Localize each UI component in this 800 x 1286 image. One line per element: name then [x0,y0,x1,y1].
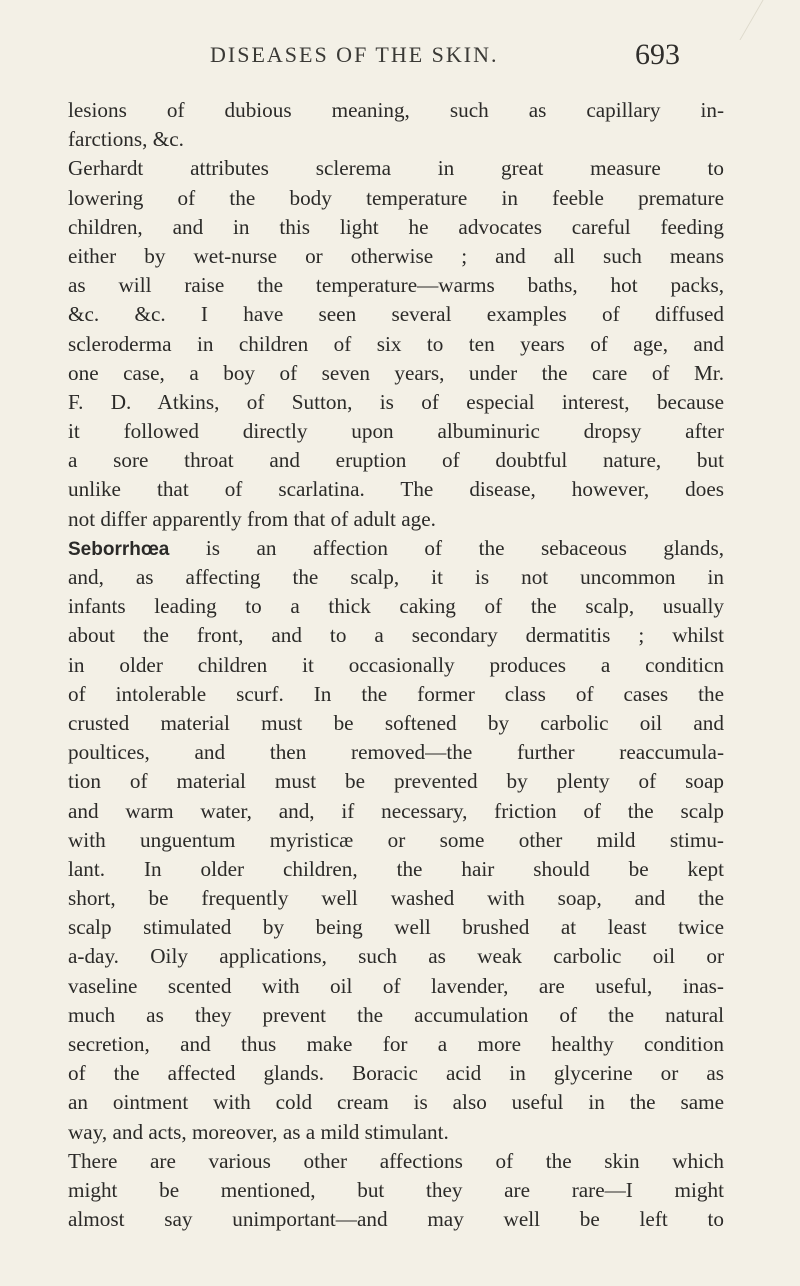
text-line [68,855,724,884]
line-text: unlike that of scarlatina. The disease, however, does [68,477,724,502]
line-text: children, and in this light he advocates careful feeding [68,214,724,239]
text-line [68,942,724,971]
line-text: in older children it occasionally produces a conditicn [68,652,724,677]
line-text: and, as affecting the scalp, it is not uncommon in [68,565,724,589]
text-line [68,96,724,125]
line-text: it followed directly upon albuminuric dropsy after [68,419,724,444]
section-lead-term: Seborrhœa [68,538,170,560]
line-text: is an affection of the sebaceous glands, [169,535,724,560]
text-line [68,1059,724,1088]
text-line [68,621,724,650]
line-text: one case, a boy of seven years, under the care of Mr. [68,360,724,385]
line-text: much as they prevent the accumulation of the natural [68,1002,724,1027]
line-text: Gerhardt attributes sclerema in great measure to [68,156,724,181]
line-text: and warm water, and, if necessary, friction of the scalp [68,798,724,823]
text-line [68,1001,724,1030]
text-line [68,388,724,417]
text-line [68,300,724,329]
line-text: lesions of dubious meaning, such as capillary in- [68,98,724,122]
text-line [68,505,724,534]
body-text [68,96,724,1234]
running-head: DISEASES OF THE SKIN. [210,42,499,67]
text-line [68,797,724,826]
text-line [68,1147,724,1176]
text-line [68,680,724,709]
line-text: crusted material must be softened by carbolic oil and [68,710,724,735]
text-line [68,271,724,300]
text-line [68,651,724,680]
line-text: not differ apparently from that of adult age. [68,506,436,531]
text-line [68,184,724,213]
page-header [210,38,680,78]
page-number: 693 [635,38,680,71]
text-line [68,592,724,621]
line-text: secretion, and thus make for a more healthy condition [68,1032,724,1056]
line-text: infants leading to a thick caking of the scalp, usually [68,594,724,619]
text-line [68,972,724,1001]
text-line [68,826,724,855]
text-line [68,475,724,504]
line-text: lant. In older children, the hair should be kept [68,856,724,881]
line-text: might be mentioned, but they are rare—I might [68,1177,724,1202]
line-text: a sore throat and eruption of doubtful nature, but [68,448,724,473]
line-text: with unguentum myristicæ or some other mild stimu- [68,827,724,852]
line-text: about the front, and to a secondary dermatitis ; whilst [68,623,724,648]
text-line [68,359,724,388]
line-text: vaseline scented with oil of lavender, are useful, inas- [68,973,724,998]
text-line [68,1205,724,1234]
text-line [68,738,724,767]
line-text: poultices, and then removed—the further reaccumula- [68,740,724,765]
line-text: scleroderma in children of six to ten years of age, and [68,331,724,356]
line-text: farctions, &c. [68,127,184,152]
text-line [68,1030,724,1059]
line-text: of intolerable scurf. In the former class of cases the [68,681,724,706]
text-line [68,709,724,738]
line-text: way, and acts, moreover, as a mild stimulant. [68,1119,449,1144]
text-line [68,767,724,796]
text-line [68,446,724,475]
text-line [68,1176,724,1205]
line-text: &c. &c. I have seen several examples of diffused [68,302,724,327]
text-line [68,1088,724,1117]
text-line [68,213,724,242]
page-corner-crease [739,0,793,40]
line-text: an ointment with cold cream is also useful in the same [68,1090,724,1115]
text-line [68,417,724,446]
text-line [68,563,724,592]
line-text: There are various other affections of the skin which [68,1148,724,1173]
text-line [68,154,724,183]
line-text: either by wet-nurse or otherwise ; and all such means [68,243,724,268]
line-text: as will raise the temperature—warms baths, hot packs, [68,273,724,298]
text-line [68,884,724,913]
text-line [68,330,724,359]
text-line [68,125,724,154]
line-text: tion of material must be prevented by plenty of soap [68,769,724,794]
line-text: a-day. Oily applications, such as weak carbolic oil or [68,944,724,969]
text-line [68,1118,724,1147]
line-text: lowering of the body temperature in feeble premature [68,185,724,210]
text-line [68,913,724,942]
line-text: of the affected glands. Boracic acid in glycerine or as [68,1061,724,1086]
text-line [68,534,724,563]
text-line [68,242,724,271]
line-text: scalp stimulated by being well brushed at least twice [68,915,724,940]
line-text: short, be frequently well washed with soap, and the [68,886,724,911]
line-text: almost say unimportant—and may well be left to [68,1207,724,1232]
line-text: F. D. Atkins, of Sutton, is of especial interest, because [68,389,724,414]
